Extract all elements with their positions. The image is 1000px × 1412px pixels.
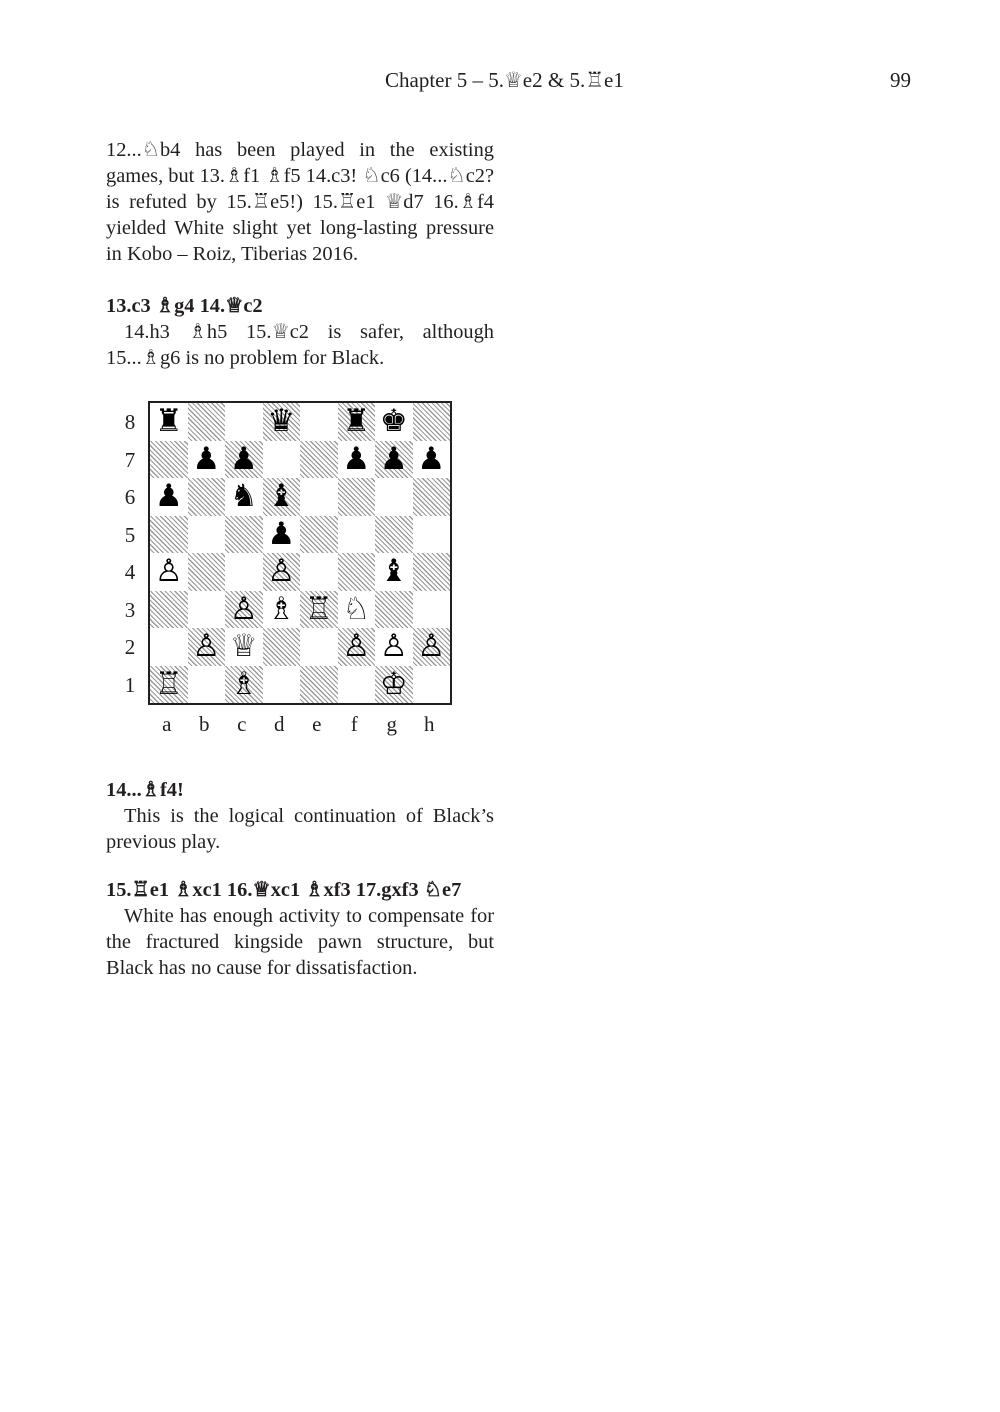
board-square	[263, 478, 301, 516]
board-square	[300, 591, 338, 629]
board-square	[225, 666, 263, 704]
board-square	[263, 516, 301, 554]
chess-diagram	[106, 401, 494, 777]
board-square	[263, 591, 301, 629]
file-label: a	[162, 712, 172, 736]
file-label: g	[386, 712, 397, 736]
board-square	[413, 666, 451, 704]
rank-label: 7	[124, 447, 136, 472]
chess-piece: ♖	[304, 590, 333, 627]
chess-piece: ♟	[192, 440, 221, 477]
board-square	[188, 553, 226, 591]
board-square	[225, 403, 263, 441]
board-square	[225, 478, 263, 516]
rank-label: 2	[124, 635, 136, 659]
board-square	[375, 591, 413, 629]
chess-piece: ♗	[229, 665, 258, 702]
chess-piece: ♙	[379, 628, 408, 665]
board-square	[225, 591, 263, 629]
chess-piece: ♖	[154, 665, 183, 702]
chess-piece: ♟	[229, 440, 258, 477]
chess-piece: ♝	[267, 478, 296, 515]
board-square	[225, 628, 263, 666]
board-square	[338, 403, 376, 441]
board-square	[338, 628, 376, 666]
move-heading-14-bf4: 14...♗f4!	[106, 779, 184, 801]
rank-label: 1	[124, 672, 136, 697]
rank-label: 6	[124, 485, 136, 509]
board-square	[413, 516, 451, 554]
page-header	[0, 68, 1000, 100]
board-square	[263, 403, 301, 441]
file-label: e	[312, 712, 322, 736]
board-square	[150, 441, 188, 479]
board-square	[338, 441, 376, 479]
chess-board	[148, 401, 452, 705]
board-square	[150, 628, 188, 666]
chess-piece: ♙	[229, 590, 258, 627]
board-square	[225, 441, 263, 479]
board-square	[413, 591, 451, 629]
board-square	[300, 628, 338, 666]
chess-piece: ♝	[379, 553, 408, 590]
file-label: b	[199, 712, 210, 736]
running-head: Chapter 5 – 5.♕e2 & 5.♖e1	[385, 68, 624, 92]
board-square	[338, 666, 376, 704]
chess-piece: ♗	[267, 590, 296, 627]
board-square	[150, 666, 188, 704]
paragraph-annotation-12: 12...♘b4 has been played in the existing games, but 13.♗f1 ♗f5 14.c3! ♘c6 (14...♘c2? is refuted by 15.♖e5!) 15.♖e1 ♕d7 16.♗f4 yielded White slight yet long-lasting pressure in Kobo – Roiz, Tiberias 2016.	[106, 139, 494, 265]
file-label: c	[237, 712, 247, 736]
board-square	[150, 591, 188, 629]
board-square	[300, 666, 338, 704]
chess-piece: ♕	[229, 628, 258, 665]
chess-piece: ♜	[342, 403, 371, 440]
board-square	[225, 553, 263, 591]
chess-piece: ♟	[154, 478, 183, 515]
board-square	[150, 516, 188, 554]
file-label: f	[350, 712, 358, 736]
board-square	[263, 628, 301, 666]
board-square	[225, 516, 263, 554]
board-square	[375, 628, 413, 666]
board-square	[375, 478, 413, 516]
board-square	[300, 441, 338, 479]
chess-piece: ♟	[417, 440, 446, 477]
text-column	[106, 137, 494, 981]
board-square	[300, 403, 338, 441]
board-square	[413, 441, 451, 479]
board-square	[188, 666, 226, 704]
board-square	[413, 403, 451, 441]
chess-piece: ♙	[192, 628, 221, 665]
board-square	[375, 441, 413, 479]
board-square	[188, 628, 226, 666]
file-label: h	[424, 712, 435, 736]
move-heading-13: 13.c3 ♗g4 14.♕c2	[106, 295, 263, 317]
chess-piece: ♛	[267, 403, 296, 440]
chess-piece: ♙	[417, 628, 446, 665]
board-square	[375, 403, 413, 441]
board-square	[150, 403, 188, 441]
board-square	[338, 478, 376, 516]
board-square	[188, 591, 226, 629]
board-square	[375, 516, 413, 554]
board-square	[338, 516, 376, 554]
board-square	[150, 553, 188, 591]
chess-piece: ♟	[342, 440, 371, 477]
page-number: 99	[890, 68, 911, 92]
board-square	[375, 553, 413, 591]
board-square	[263, 553, 301, 591]
board-square	[300, 478, 338, 516]
rank-label: 8	[124, 410, 136, 434]
chess-piece: ♙	[342, 628, 371, 665]
board-square	[263, 666, 301, 704]
board-square	[413, 478, 451, 516]
board-square	[188, 478, 226, 516]
board-square	[338, 553, 376, 591]
board-square	[188, 403, 226, 441]
board-square	[300, 516, 338, 554]
board-square	[300, 553, 338, 591]
chess-piece: ♙	[154, 553, 183, 590]
chess-piece: ♟	[379, 440, 408, 477]
file-labels	[148, 711, 452, 741]
rank-label: 3	[124, 597, 136, 622]
board-square	[188, 516, 226, 554]
board-square	[263, 441, 301, 479]
chess-piece: ♜	[154, 403, 183, 440]
rank-label: 4	[124, 560, 136, 584]
chess-piece: ♟	[267, 515, 296, 552]
rank-label: 5	[124, 522, 136, 547]
board-square	[375, 666, 413, 704]
paragraph-conclusion: White has enough activity to compensate for the fractured kingside pawn structure, but Black has no cause for dissatisfaction.	[106, 905, 494, 979]
file-label: d	[274, 712, 285, 736]
chess-piece: ♚	[379, 403, 408, 440]
paragraph-annotation-14: 14.h3 ♗h5 15.♕c2 is safer, although 15...♗g6 is no problem for Black.	[106, 321, 494, 369]
board-square	[413, 628, 451, 666]
board-square	[338, 591, 376, 629]
chess-piece: ♙	[267, 553, 296, 590]
board-square	[413, 553, 451, 591]
chess-piece: ♞	[229, 478, 258, 515]
board-square	[188, 441, 226, 479]
paragraph-logical-continuation: This is the logical continuation of Black’s previous play.	[106, 805, 494, 853]
board-square	[150, 478, 188, 516]
chess-piece: ♘	[342, 590, 371, 627]
chess-piece: ♔	[379, 665, 408, 702]
move-heading-15: 15.♖e1 ♗xc1 16.♕xc1 ♗xf3 17.gxf3 ♘e7	[106, 879, 462, 901]
